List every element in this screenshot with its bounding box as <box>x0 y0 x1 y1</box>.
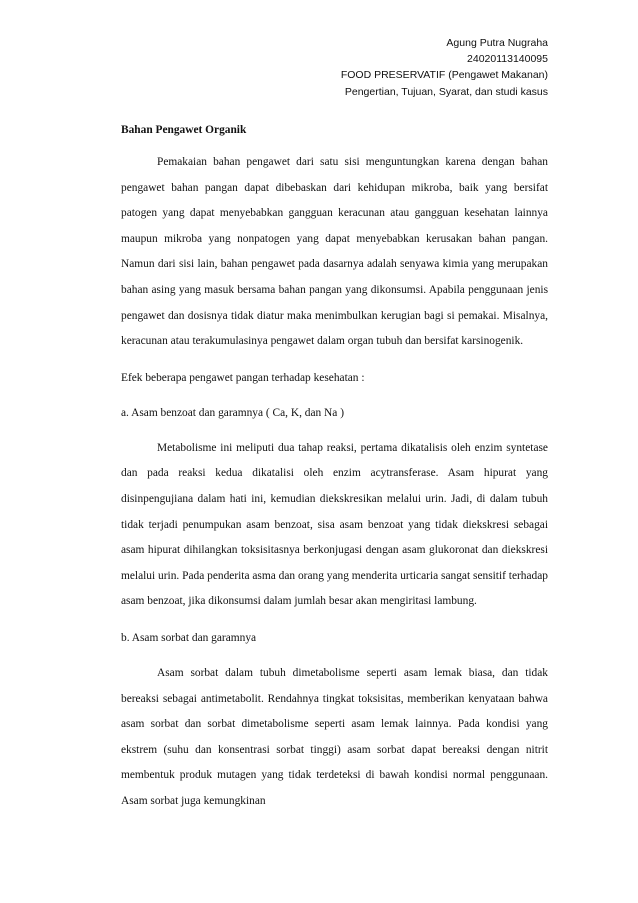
item-a-title: a. Asam benzoat dan garamnya ( Ca, K, dan Na ) <box>121 406 344 419</box>
header-course-title: FOOD PRESERVATIF (Pengawet Makanan) <box>340 69 548 82</box>
intro-paragraph: Pemakaian bahan pengawet dari satu sisi menguntungkan karena dengan bahan pengawet bahan pangan dapat dibebaskan dari kehidupan mikroba, baik yang bersifat patogen yang dapat menyebabkan gangguan keracunan atau gangguan kesehatan lainnya maupun mikroba yang nonpatogen yang dapat menyebabkan kerusakan bahan pangan. Namun dari sisi lain, bahan pengawet pada dasarnya adalah senyawa kimia yang merupakan bahan asing yang masuk bersama bahan pangan yang dikonsumsi. Apabila penggunaan jenis pengawet dan dosisnya tidak diatur maka menimbulkan kerugian bagi si pemakai. Misalnya, keracunan atau terakumulasinya pengawet dalam organ tubuh dan bersifat karsinogenik. <box>121 156 548 348</box>
header-student-id: 24020113140095 <box>467 53 548 66</box>
section-heading: Bahan Pengawet Organik <box>121 124 247 136</box>
document-header <box>341 35 548 100</box>
effects-intro: Efek beberapa pengawet pangan terhadap kesehatan : <box>121 371 365 384</box>
item-b-title: b. Asam sorbat dan garamnya <box>121 631 257 644</box>
item-b-paragraph: Asam sorbat dalam tubuh dimetabolisme seperti asam lemak biasa, dan tidak bereaksi sebagai antimetabolit. Rendahnya tingkat toksisitas, memberikan kenyataan bahwa asam sorbat dan sorbat dimetabolisme seperti asam lemak lainnya. Pada kondisi yang ekstrem (suhu dan konsentrasi sorbat tinggi) asam sorbat dapat bereaksi dengan nitrit membentuk produk mutagen yang tidak terdeteksi di bawah kondisi normal penggunaan. Asam sorbat juga kemungkinan <box>121 666 548 807</box>
header-author: Agung Putra Nugraha <box>446 37 548 49</box>
document-body <box>121 118 548 814</box>
item-a-paragraph: Metabolisme ini meliputi dua tahap reaksi, pertama dikatalisis oleh enzim syntetase dan pada reaksi kedua dikatalisi oleh enzim acytransferase. Asam hipurat yang disinpengujiana dalam hati ini, kemudian diekskresikan melalui urin. Jadi, di dalam tubuh tidak terjadi penumpukan asam benzoat, sisa asam benzoat yang tidak diekskresi sebagai asam hipurat dihilangkan toksisitasnya berkonjugasi dengan asam glukoronat dan diekskresi melalui urin. Pada penderita asma dan orang yang menderita urticaria sangat sensitif terhadap asam benzoat, jika dikonsumsi dalam jumlah besar akan mengiritasi lambung. <box>121 441 548 608</box>
header-subtitle: Pengertian, Tujuan, Syarat, dan studi kasus <box>344 85 548 98</box>
